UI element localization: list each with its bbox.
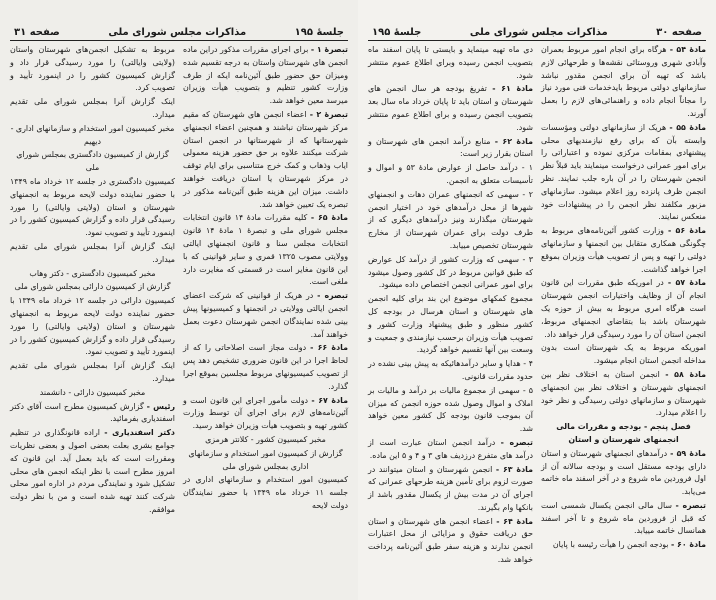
article-heading: مادهٔ ۶۰ - [671,540,706,550]
text-column [10,44,175,518]
text-column [368,44,533,568]
article-heading: مادهٔ ۶۵ - [310,213,348,223]
article-heading: تبصرهٔ ۲ - [309,109,348,119]
paragraph [10,123,175,149]
paragraph [10,360,175,386]
paragraph-text: اینک گزارش آنرا بمجلس شورای ملی تقدیم میدارد. [10,241,175,264]
article-paragraph [183,395,348,433]
paragraph-text: هریک از سازمانهای دولتی ومؤسسات وابسته بآن که برای رفع نیازمندیهای محلی پیشنهادی بمقامات مرکزی نموده و اعتباراتی را برای امور عمرانی درخواست مینمایند باید قبلاً نظر انجمن شهرستان را در آن باره جلب نمایند. نظر انجمن ظرف پانزده روز اعلام میشود. سازمانهای مزبور مکلفند نظر انجمن را در پیشنهادات خود منعکس نمایند. [541,122,706,222]
paragraph [10,96,175,122]
article-paragraph [183,212,348,289]
page-header [10,24,348,41]
paragraph-text: مجموع کمکهای موضوع این بند برای کلیه انجمن های شهرستان و استان هرسال در بودجه کل کشور منظور و طبق پیشنهاد وزارت کشور و تصویب هیأت وزیران برحسب نیازمندی و جمعیت و وسعت بین آنها تقسیم خواهد گردید. [368,294,533,355]
running-title: مذاکرات مجلس شورای ملی [469,27,608,38]
session-number: جلسهٔ ۱۹۵ [294,27,344,38]
paragraph [368,385,533,436]
article-heading: مادهٔ ۶۱ - [492,84,534,94]
article-paragraph [541,122,706,224]
article-heading: مادهٔ ۶۳ - [495,464,533,474]
paragraph [368,162,533,188]
paragraph-text: سال مالی انجمن یکسال شمسی است که قبل از فروردین ماه شروع و تا آخر اسفند همانسال خاتمه مییابد. [541,500,706,536]
article-paragraph [183,342,348,393]
paragraph-text: اعضاء انجمن های شهرستان که مقیم مرکز شهرستان نباشند و همچنین اعضاء انجمنهای شهرستانها که از شهرستانها در انجمن استان شرکت میکنند علاوه بر حق حضور هزینه معمولی ایاب وذهاب و کمک خرج متناسبی برای ایام توقف در مرکز شهرستان یا استان دریافت خواهند داشت. میزان این هزینه طبق آئین‌نامه مذکور در تبصره یک تعیین خواهد شد. [183,109,348,209]
text-columns [10,44,348,518]
paragraph [368,44,533,82]
paragraph-text: اینک گزارش آنرا بمجلس شورای ملی تقدیم میدارد. [10,97,175,119]
paragraph-text: ۳ - سهمی که وزارت کشور از درآمد کل عوارض که طبق قوانین مربوط در کل کشور وصول میشود برای امور عمرانی انجمن اختصاص داده میشود. [368,254,533,290]
text-column [183,44,348,518]
article-paragraph [541,369,706,420]
article-heading: تبصرهٔ ۱ - [310,45,349,54]
paragraph-text: اموریکه مربوط به یک شهرستان است بدون مداخله انجمن استان انجام میشود. [541,343,706,366]
paragraph-text: ۱ - درآمد حاصل از عوارض مادهٔ ۵۳ و اموال و تأسیسات متعلق به انجمن. [368,163,533,185]
paragraph [183,448,348,474]
article-paragraph [183,290,348,341]
article-paragraph [183,109,348,211]
paragraph-text: درآمدهای انجمنهای شهرستان و استان دارای بودجه مستقل است و بودجه سالانه آن از اول فروردین ماه شروع و در آخر اسفند ماه خاتمه می‌یابد. [541,448,706,497]
article-paragraph [368,437,533,463]
paragraph-text: مخبر کمیسیون دارائی - دانشمند [39,387,146,397]
article-heading: مادهٔ ۵۶ - [667,226,706,236]
paragraph-text: گزارش از کمیسیون امور استخدام و سازمانهای اداری بمجلس شورای ملی [188,448,343,471]
article-heading: مادهٔ ۶۶ - [310,343,348,353]
article-heading: مادهٔ ۵۸ - [665,369,706,379]
paragraph [368,254,533,292]
paragraph [368,293,533,357]
article-heading: مادهٔ ۶۲ - [494,136,533,146]
paragraph-text: انجمن شهرستان و استان میتوانند در صورت لزوم برای تأمین هزینه طرحهای عمرانی که اجرای آن در مدت بیش از یکسال مقدور باشد از بانکها وام بگیرند. [368,464,533,512]
article-paragraph [541,448,706,499]
paragraph-text: ۴ - هدایا و سایر درآمدهائیکه به پیش بینی نشده در حدود مقررات قانونی. [368,359,533,381]
article-paragraph [368,516,533,567]
article-paragraph [183,44,348,108]
article-heading: مادهٔ ۶۴ - [496,516,534,526]
paragraph-text: دی ماه تهیه مینماید و بایستی تا پایان اسفند ماه بتصویب انجمن رسیده وبرای اطلاع عموم منتشر شود. [368,45,533,80]
article-heading: تبصره - [317,291,348,301]
article-paragraph [368,136,533,162]
paragraph-text: ۲ - سهمی که انجمنهای عمران دهات و انجمنهای شهرها از محل درآمدهای خود در اختیار انجمن شهرستان میگذارند ونیز درآمدهای دیگری که از طرف دولت برای عمران شهرستان از مخارج شهرستان تخصیص مییابد. [368,189,533,250]
paragraph-text: اراده قانونگذاری در تنظیم جوامع بشری بعلت بعضی اصول و بعضی نظریات ومقررات است که باید بعمل آید. این قانون که امروز مطرح است با نظر اینکه انجمن های محلی تشکیل شود و نمایندگی مردم در اداره امور محلی شرکت کنند تهیه شده است و من با نظر دولت موافقم. [10,428,175,514]
article-heading: تبصره - [500,437,533,447]
paragraph-text: گزارش کمیسیون مطرح است آقای دکتر اسفندیاری بفرمائید. [10,401,175,424]
paragraph [368,189,533,253]
text-column [541,44,706,568]
article-paragraph [541,44,706,121]
paragraph-text: دولت مجاز است اصلاحاتی را که از لحاظ اجرا در این قانون ضروری تشخیص دهد پس از تصویب کمیسیونهای مربوط مجلسین بموقع اجرا گذارد. [183,343,348,391]
paragraph-text: گزارش از کمیسیون دارائی بمجلس شورای ملی [14,282,171,292]
paragraph-text: در هریک از قوانینی که شرکت اعضای انجمن ایالتی وولایتی در انجمنها و کمیسیونها پیش بینی شده نمایندگان انجمن شهرستان دعوت بعمل خواهند آمد. [183,291,348,339]
session-number: جلسهٔ ۱۹۵ [372,27,422,38]
paragraph [10,295,175,359]
article-paragraph [10,427,175,517]
article-paragraph [541,539,706,552]
paragraph-text: بودجه انجمن را هیأت رئیسه با پایان [552,540,672,550]
paragraph-text: گزارش از کمیسیون دادگستری بمجلس شورای ملی [16,150,169,173]
paragraph-text: مخبر کمیسیون کشور - کلانتر هرمزی [205,434,326,444]
article-heading: مادهٔ ۶۷ - [311,395,348,405]
article-paragraph [541,277,706,341]
paragraph-text: انجمن استان به اختلاف نظر بین انجمنهای شهرستان و اختلاف نظر بین انجمنهای شهرستان و سازمانهای دولتی رسیدگی و نظر خود را اعلام میدارد. [541,369,706,418]
page-header [368,24,706,41]
page-right [358,0,716,600]
article-heading: فصل پنجم - بودجه و مقررات مالی انجمنهای شهرستان و استان [556,422,691,444]
paragraph-text: اعضاء انجمن های شهرستان و استان حق دریافت حقوق و مزایائی از محل اعتبارات انجمن ندارند و هزینه سفر طبق آئین‌نامه پرداخت خواهد شد. [368,516,533,565]
running-title: مذاکرات مجلس شورای ملی [108,27,247,38]
paragraph [541,342,706,368]
paragraph [10,387,175,400]
text-columns [368,44,706,568]
paragraph [10,149,175,175]
paragraph-text: هرگاه برای انجام امور مربوط بعمران وآبادی شهری وروستائی نقشه‌ها و طرحهائی لازم باشد که تهیه آن برای انجمن مقدور نباشد سازمانهای دولتی مربوط بایدخدمات فنی مورد نیاز را مجاناً انجام داده و راهنمائی‌های لازم را بعمل آورند. [541,45,706,118]
paragraph-text: کمیسیون امور استخدام و سازمانهای اداری در جلسه ۱۱ خرداد ماه ۱۳۴۹ با حضور نمایندگان دولت لایحه [183,475,348,510]
paragraph-text: کمیسیون دارائی در جلسه ۱۲ خرداد ماه ۱۳۴۹ با حضور نماینده دولت لایحه مربوط به انجمنهای شهرستان و استان (ولایتی وایالتی) را مورد رسیدگی قرار داده و گزارش کمیسیون کشور را در اینمورد تأیید و تصویب نمود. [10,296,176,357]
paragraph-text: تفریغ بودجه هر سال انجمن های شهرستان و استان باید تا پایان خرداد ماه سال بعد بتصویب انجمن رسیده و برای اطلاع عموم منتشر شود. [368,84,533,132]
article-paragraph [541,500,706,538]
paragraph-text: اینک گزارش آنرا بمجلس شورای ملی تقدیم میدارد. [10,361,175,383]
paragraph [183,474,348,512]
paragraph [10,281,175,294]
paragraph-text: درآمد انجمن استان عبارت است از درآمد های متفرع درزدیف های ۳ و ۴ و ۵ این ماده. [368,437,533,460]
paragraph-text: ۵ - سهمی از مجموع مالیات بر درآمد و مالیات بر املاک و اموال وصول شده حوزه انجمن که میزان آن بموجب قانون بودجه کل کشور معین خواهد شد. [368,385,533,434]
article-heading: رئیس - [146,401,175,411]
page-number: صفحه ۳۱ [14,27,60,38]
paragraph-text: مخبر کمیسیون دادگستری - دکتر وهاب [29,268,156,278]
paragraph-text: کمیسیون دادگستری در جلسه ۱۲ خرداد ماه ۱۳۴۹ با حضور نماینده دولت لایحه مربوط به انجمنهای شهرستان و استان (ولایتی وایالتی) را مورد رسیدگی قرار داده و گزارش کمیسیون کشور را در اینمورد تأیید و تصویب نمود. [10,176,175,238]
paragraph [10,241,175,267]
article-paragraph [368,464,533,515]
paragraph-text: کلیه مقررات مادهٔ ۱۴ قانون انتخابات مجلس شورای ملی و تبصرهٔ ۱ مادهٔ ۱۴ قانون انتخابات مجلس سنا و قانون انجمنهای ایالتی وولایتی مصوب ۱۳۲۵ قمری و سایر قوانینی که با این قانون مغایر است در قسمتی که مغایرت دارد ملغی است. [183,213,348,287]
article-heading: مادهٔ ۵۴ - [669,45,706,54]
article-heading: مادهٔ ۵۵ - [669,122,706,132]
paragraph-text: دولت مأمور اجرای این قانون است و آئین‌نامه‌های لازم برای اجرای آن توسط وزارت کشور تهیه و بتصویب هیأت وزیران خواهد رسید. [183,395,348,431]
article-heading: تبصره - [675,500,706,510]
page-number: صفحه ۳۰ [656,27,702,38]
article-paragraph [368,83,533,134]
paragraph-text: وزارت کشور آئین‌نامه‌های مربوط به چگونگی همکاری متقابل بین انجمنها و سازمانهای دولتی را تهیه و پس از تصویب هیأت وزیران بموقع اجرا خواهد گذاشت. [541,226,706,274]
paragraph-text: برای اجرای مقررات مذکور دراین ماده انجمن های شهرستان واستان به درجه تقسیم شده ومیزان حق حضور طبق آئین‌نامه ایکه از طرف وزارت کشور تنظیم و بتصویب هیأت وزیران میرسد معین خواهد شد. [183,45,348,106]
paragraph-text: مربوط به تشکیل انجمن‌های شهرستان واستان (ولایتی وایالتی) را مورد رسیدگی قرار داد و گزارش کمیسیون کشور را در اینمورد تأیید و تصویب کرد. [10,45,175,93]
article-heading: مادهٔ ۵۹ - [670,448,706,458]
paragraph-text: در اموریکه طبق مقررات این قانون انجام آن از وظایف واختیارات انجمن شهرستان است هرگاه امری مربوط به بیش از حوزه یک شهرستان باشد بنا بتقاضای انجمنهای مربوط، انجمن استان آن را مورد رسیدگی قرار خواهد داد. [541,278,706,339]
article-paragraph [541,421,706,447]
paragraph [10,176,175,240]
paragraph-text: مخبر کمیسیون امور استخدام و سازمانهای اداری - دیهیم [10,123,175,146]
paragraph-text: منابع درآمد انجمن های شهرستان و استان بقرار زیر است: [368,136,533,159]
article-heading: مادهٔ ۵۷ - [667,278,706,288]
paragraph [183,434,348,447]
paragraph [10,268,175,281]
article-heading: دکتر اسفندیاری - [104,428,175,438]
article-paragraph [10,401,175,427]
paragraph [368,358,533,384]
article-paragraph [541,225,706,276]
paragraph [10,44,175,95]
